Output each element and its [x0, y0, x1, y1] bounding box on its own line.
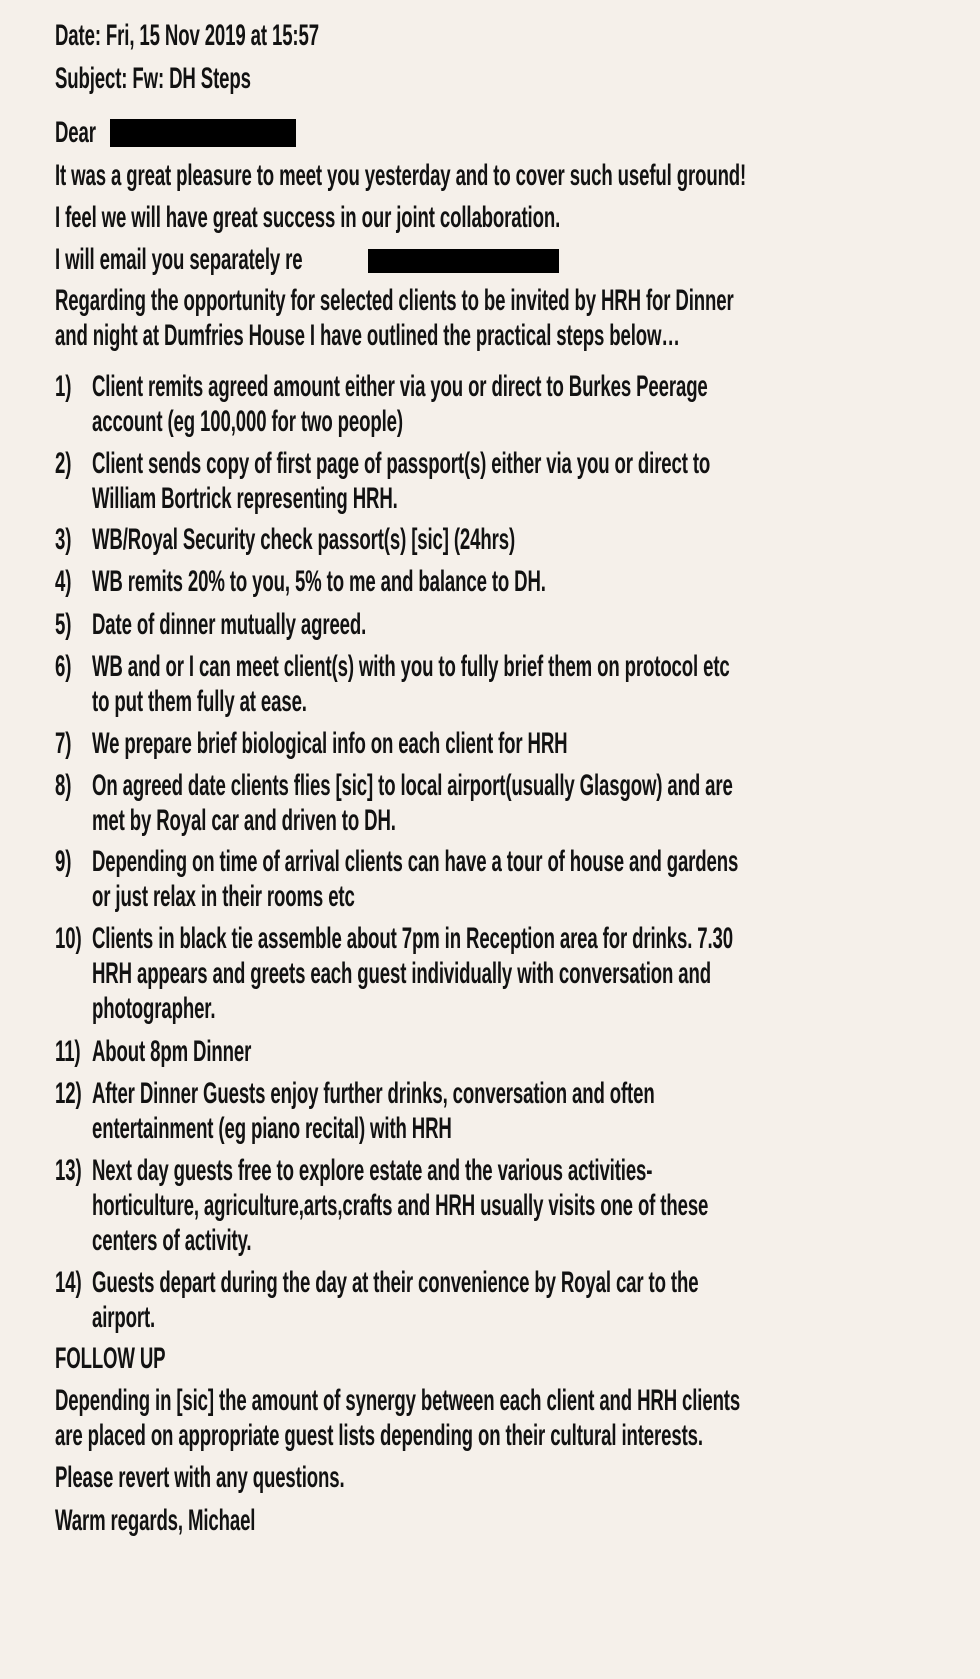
- step-number: 12): [55, 1077, 82, 1110]
- redaction-bar-topic: [368, 249, 559, 273]
- step-text-line: On agreed date clients flies [sic] to local airport(usually Glasgow) and are: [92, 769, 733, 802]
- para4-line-1: [55, 283, 980, 319]
- step-text-line: WB remits 20% to you, 5% to me and balance to DH.: [92, 565, 546, 598]
- email-date: Date: Fri, 15 Nov 2019 at 15:57: [55, 19, 319, 52]
- salutation: Dear: [55, 116, 96, 149]
- step-number: 1): [55, 370, 72, 403]
- followup-heading-line: [55, 1341, 233, 1377]
- step-text-line: centers of activity.: [92, 1224, 252, 1257]
- para3-line: [55, 242, 454, 278]
- step-text-line: William Bortrick representing HRH.: [92, 482, 398, 515]
- signoff-text: Warm regards, Michael: [55, 1504, 256, 1537]
- para4-l2: and night at Dumfries House I have outlined the practical steps below…: [55, 319, 680, 352]
- para4-l1: Regarding the opportunity for selected clients to be invited by HRH for Dinner: [55, 284, 734, 317]
- email-subject-line: [55, 61, 371, 97]
- step-number: 2): [55, 447, 72, 480]
- step-text-line: HRH appears and greets each guest individually with conversation and: [92, 957, 711, 990]
- step-number: 6): [55, 650, 72, 683]
- step-text-line: Client remits agreed amount either via you or direct to Burkes Peerage: [92, 370, 708, 403]
- step-number: 9): [55, 845, 72, 878]
- step-text-line: or just relax in their rooms etc: [92, 880, 355, 913]
- step-text-line: met by Royal car and driven to DH.: [92, 804, 396, 837]
- email-date-line: [55, 18, 481, 54]
- step-text-line: airport.: [92, 1301, 156, 1334]
- para4-line-2: [55, 318, 980, 354]
- followup-para-line-2: [55, 1418, 980, 1454]
- salutation-line: [55, 115, 121, 151]
- followup-para-line-1: [55, 1383, 980, 1419]
- step-number: 3): [55, 523, 72, 556]
- step-text-line: About 8pm Dinner: [92, 1035, 252, 1068]
- para1: It was a great pleasure to meet you yesterday and to cover such useful ground!: [55, 159, 747, 192]
- followup-heading: FOLLOW UP: [55, 1342, 166, 1375]
- step-number: 13): [55, 1154, 82, 1187]
- step-number: 4): [55, 565, 72, 598]
- step-text-line: After Dinner Guests enjoy further drinks, conversation and often: [92, 1077, 655, 1110]
- para1-line: [55, 158, 980, 194]
- step-number: 14): [55, 1266, 82, 1299]
- step-number: 7): [55, 727, 72, 760]
- followup-para-l1: Depending in [sic] the amount of synergy between each client and HRH clients: [55, 1384, 741, 1417]
- para2: I feel we will have great success in our joint collaboration.: [55, 201, 561, 234]
- step-text-line: We prepare brief biological info on each client for HRH: [92, 727, 568, 760]
- step-text-line: photographer.: [92, 992, 216, 1025]
- step-text-line: account (eg 100,000 for two people): [92, 405, 403, 438]
- revert-line: [55, 1460, 522, 1496]
- revert-text: Please revert with any questions.: [55, 1461, 345, 1494]
- followup-para-l2: are placed on appropriate guest lists depending on their cultural interests.: [55, 1419, 703, 1452]
- step-text-line: horticulture, agriculture,arts,crafts and HRH usually visits one of these: [92, 1189, 709, 1222]
- signoff-line: [55, 1503, 378, 1539]
- step-text-line: Client sends copy of first page of passport(s) either via you or direct to: [92, 447, 711, 480]
- step-text-line: Next day guests free to explore estate and the various activities-: [92, 1154, 653, 1187]
- step-number: 10): [55, 922, 82, 955]
- step-text-line: Guests depart during the day at their convenience by Royal car to the: [92, 1266, 699, 1299]
- email-subject: Subject: Fw: DH Steps: [55, 62, 251, 95]
- para2-line: [55, 200, 870, 236]
- step-text-line: WB/Royal Security check passort(s) [sic] (24hrs): [92, 523, 516, 556]
- step-text-line: Clients in black tie assemble about 7pm in Reception area for drinks. 7.30: [92, 922, 734, 955]
- para3: I will email you separately re: [55, 243, 303, 276]
- step-number: 11): [55, 1035, 81, 1068]
- step-text-line: Depending on time of arrival clients can have a tour of house and gardens: [92, 845, 739, 878]
- step-number: 8): [55, 769, 72, 802]
- step-text-line: to put them fully at ease.: [92, 685, 307, 718]
- redaction-bar-name: [110, 119, 296, 147]
- step-text-line: entertainment (eg piano recital) with HRH: [92, 1112, 452, 1145]
- step-text-line: Date of dinner mutually agreed.: [92, 608, 367, 641]
- step-number: 5): [55, 608, 72, 641]
- step-text-line: WB and or I can meet client(s) with you to fully brief them on protocol etc: [92, 650, 730, 683]
